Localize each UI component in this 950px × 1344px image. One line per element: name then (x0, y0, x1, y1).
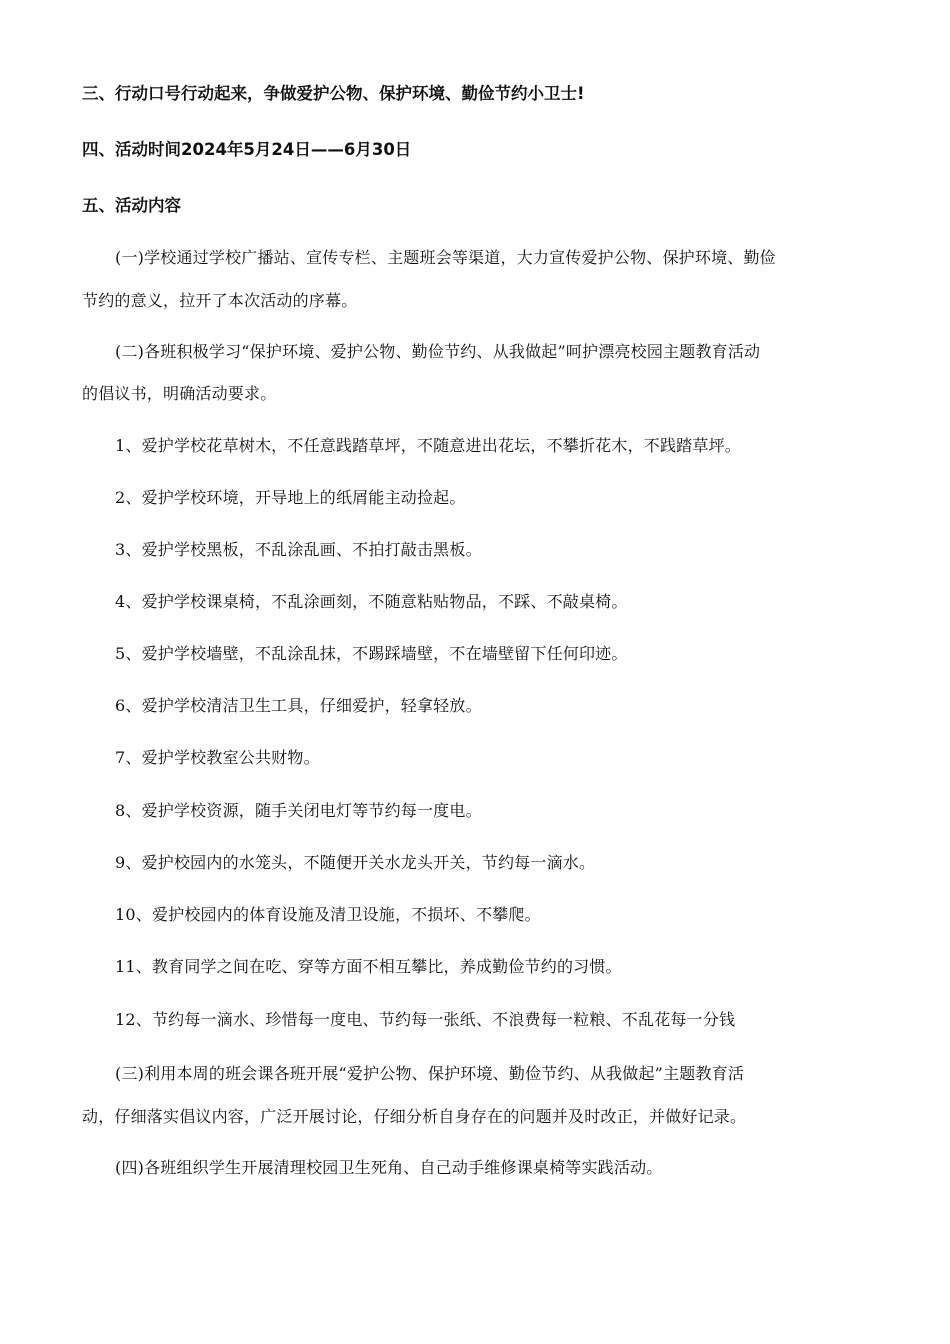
paragraph-3-line-2: 动，仔细落实倡议内容，广泛开展讨论，仔细分析自身存在的问题并及时改正，并做好记录。 (82, 1107, 747, 1126)
paragraph-1-line-1: (一)学校通过学校广播站、宣传专栏、主题班会等渠道，大力宣传爱护公物、保护环境、勤俭 (115, 248, 776, 267)
list-item-6: 6、爱护学校清洁卫生工具，仔细爱护，轻拿轻放。 (115, 696, 482, 715)
list-item-11: 11、教育同学之间在吃、穿等方面不相互攀比，养成勤俭节约的习惯。 (115, 957, 622, 976)
list-item-12: 12、节约每一滴水、珍惜每一度电、节约每一张纸、不浪费每一粒粮、不乱花每一分钱 (115, 1010, 736, 1029)
list-item-2: 2、爱护学校环境，开导地上的纸屑能主动捡起。 (115, 488, 466, 507)
paragraph-4-line-1: (四)各班组织学生开展清理校园卫生死角、自己动手维修课桌椅等实践活动。 (115, 1158, 663, 1177)
list-item-1: 1、爱护学校花草树木，不任意践踏草坪，不随意进出花坛，不攀折花木，不践踏草坪。 (115, 436, 741, 455)
section-heading-content: 五、活动内容 (82, 196, 181, 215)
list-item-7: 7、爱护学校教室公共财物。 (115, 748, 320, 767)
list-item-8: 8、爱护学校资源，随手关闭电灯等节约每一度电。 (115, 801, 482, 820)
section-heading-slogan: 三、行动口号行动起来，争做爱护公物、保护环境、勤俭节约小卫士! (82, 84, 585, 103)
list-item-9: 9、爱护校园内的水笼头，不随便开关水龙头开关，节约每一滴水。 (115, 853, 596, 872)
paragraph-3-line-1: (三)利用本周的班会课各班开展“爱护公物、保护环境、勤俭节约、从我做起”主题教育活 (115, 1064, 745, 1083)
paragraph-2-line-2: 的倡议书，明确活动要求。 (82, 384, 277, 403)
paragraph-2-line-1: (二)各班积极学习“保护环境、爱护公物、勤俭节约、从我做起”呵护漂亮校园主题教育活动 (115, 342, 761, 361)
list-item-4: 4、爱护学校课桌椅，不乱涂画刻，不随意粘贴物品，不踩、不敲桌椅。 (115, 592, 628, 611)
list-item-10: 10、爱护校园内的体育设施及清卫设施，不损坏、不攀爬。 (115, 905, 541, 924)
list-item-5: 5、爱护学校墙壁，不乱涂乱抹，不踢踩墙壁，不在墙壁留下任何印迹。 (115, 644, 628, 663)
list-item-3: 3、爱护学校黑板，不乱涂乱画、不拍打敲击黑板。 (115, 540, 482, 559)
section-heading-time: 四、活动时间2024年5月24日——6月30日 (82, 140, 412, 159)
paragraph-1-line-2: 节约的意义，拉开了本次活动的序幕。 (82, 291, 358, 310)
